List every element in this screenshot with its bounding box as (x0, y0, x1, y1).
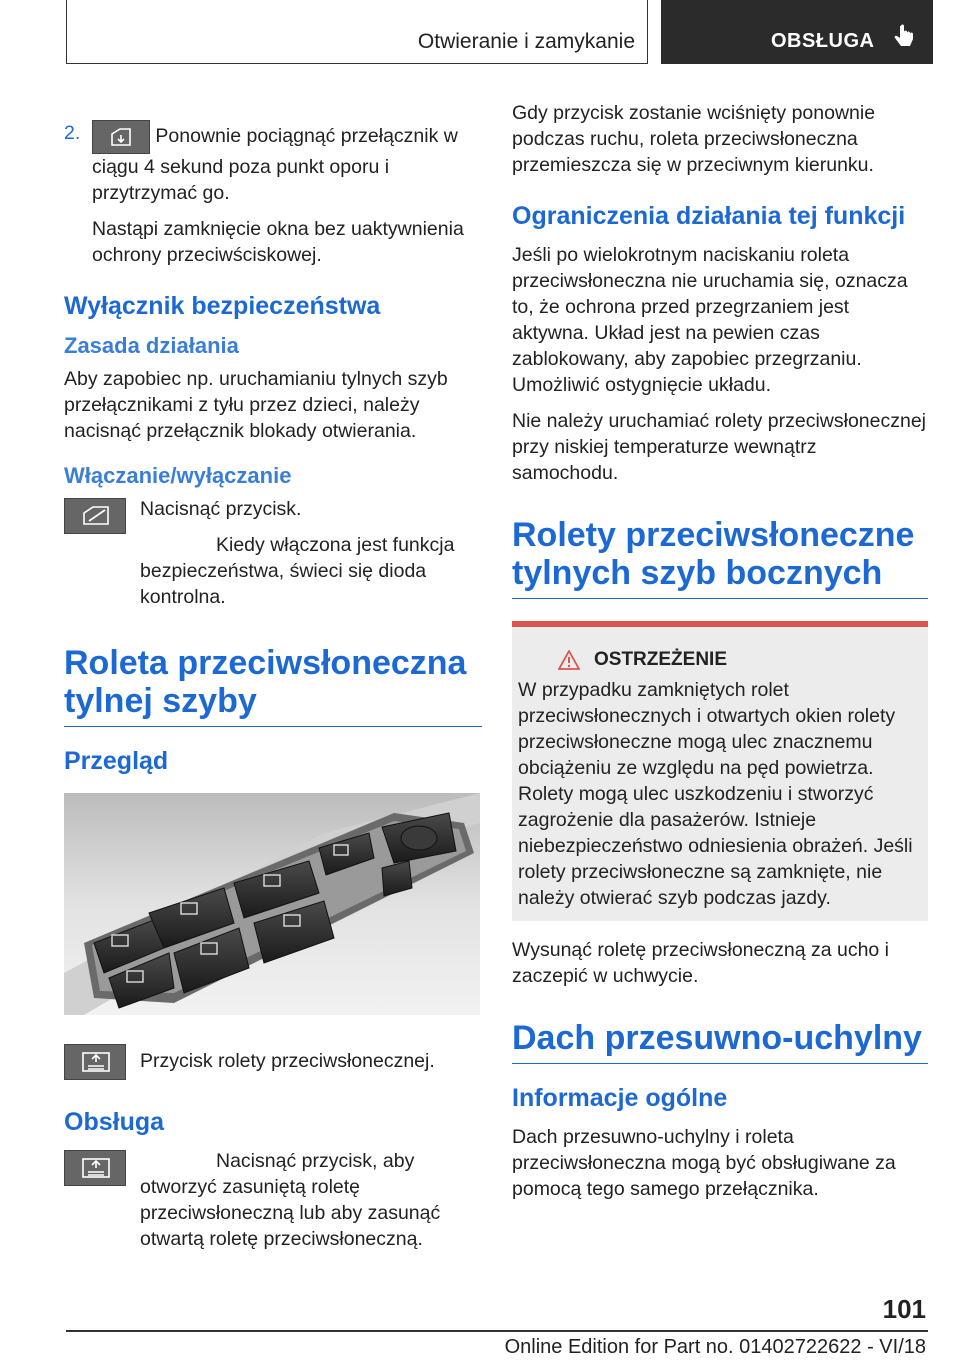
page-number: 101 (882, 1294, 926, 1324)
general-heading: Informacje ogólne (512, 1084, 728, 1112)
door-switch-panel-photo (64, 793, 480, 1015)
operation-text: Nacisnąć przycisk, aby otworzyć zasuniętą roletę przeciwsłoneczną lub aby zasunąć otwartą roletę przeciwsłoneczną. (140, 1150, 441, 1250)
limits-text-2: Nie należy uruchamiać rolety przeciwsłonecznej przy niskiej temperaturze wewnątrz samochodu. (512, 410, 927, 484)
warning-box (512, 621, 928, 921)
principle-text: Aby zapobiec np. uruchamianiu tylnych szyb przełącznikami z tyłu przez dzieci, należy nacisnąć przełącznik blokady otwierania. (64, 368, 448, 442)
sunblind-key-icon (64, 1044, 126, 1080)
limits-heading: Ograniczenia działania tej funkcji (512, 202, 906, 230)
step-2 (64, 120, 482, 268)
footer-divider (66, 1330, 928, 1332)
sunblind-key-icon-2 (64, 1150, 126, 1186)
warning-title: OSTRZEŻENIE (594, 649, 728, 670)
right-column (512, 100, 928, 1212)
operation-heading: Obsługa (64, 1108, 165, 1136)
general-text: Dach przesuwno-uchylny i roleta przeciwsłoneczna mogą być obsługiwane za pomocą tego samego przełącznika. (512, 1126, 896, 1200)
sunroof-heading: Dach przesuwno-uchylny (512, 1019, 928, 1064)
toggle-block (64, 496, 482, 610)
intro-text: Gdy przycisk zostanie wciśnięty ponownie podczas ruchu, roleta przeciwsłoneczna przemieszcza się w przeciwnym kierunku. (512, 102, 876, 176)
footer-edition: Online Edition for Part no. 01402722622 - VI/18 (504, 1336, 926, 1358)
toggle-heading: Włączanie/wyłączanie (64, 463, 292, 488)
operation-block (64, 1148, 482, 1252)
blind-button-caption (64, 1042, 482, 1082)
step-2-note: Nastąpi zamknięcie okna bez uaktywnienia ochrony przeciwściskowej. (92, 218, 464, 266)
header-tab[interactable] (661, 0, 933, 64)
header-section-box (66, 0, 648, 64)
safety-switch-heading: Wyłącznik bezpieczeństwa (64, 292, 381, 320)
tab-label: OBSŁUGA (771, 30, 875, 52)
toggle-note: Kiedy włączona jest funkcja bezpieczeństwa, świeci się dioda kontrolna. (140, 534, 455, 608)
window-switch-key-icon (92, 120, 150, 154)
side-blinds-heading: Rolety przeciwsłoneczne tylnych szyb bocznych (512, 516, 928, 599)
section-title: Otwieranie i zamykanie (417, 30, 635, 53)
limits-text-1: Jeśli po wielokrotnym naciskaniu roleta przeciwsłoneczna nie uruchamia się, oznacza to, że ochrona przed przegrzaniem jest aktywna. Układ jest na pewien czas zablokowany, aby zapobiec przegrzaniu. Umożliwić ostygnięcie układu. (512, 244, 908, 396)
left-column (64, 120, 482, 1262)
step-2-text: Ponownie pociągnąć przełącznik w ciągu 4 sekund poza punkt oporu i przytrzymać go. (92, 125, 458, 204)
step-number: 2. (64, 122, 81, 144)
toggle-text: Nacisnąć przycisk. (140, 498, 302, 520)
warning-text: W przypadku zamkniętych rolet przeciwsłonecznych i otwartych okien rolety przeciwsłoneczne mogą ulec znacznemu obciążeniu ze względu na pęd powietrza. Rolety mogą ulec uszkodzeniu i stworzyć zagrożenie dla pasażerów. Istnieje niebezpieczeństwo odniesienia obrażeń. Jeśli rolety przeciwsłoneczne są zamknięte, nie należy otwierać szyb podczas jazdy. (518, 679, 913, 909)
side-blinds-text: Wysunąć roletę przeciwsłoneczną za ucho i zaczepić w uchwycie. (512, 939, 890, 987)
principle-heading: Zasada działania (64, 333, 239, 358)
button-caption-text: Przycisk rolety przeciwsłonecznej. (140, 1050, 435, 1072)
hand-pointer-icon (893, 24, 915, 50)
safety-lock-key-icon (64, 498, 126, 534)
rear-blind-heading: Roleta przeciwsłoneczna tylnej szyby (64, 644, 482, 727)
overview-heading: Przegląd (64, 747, 169, 775)
warning-triangle-icon (558, 650, 580, 670)
